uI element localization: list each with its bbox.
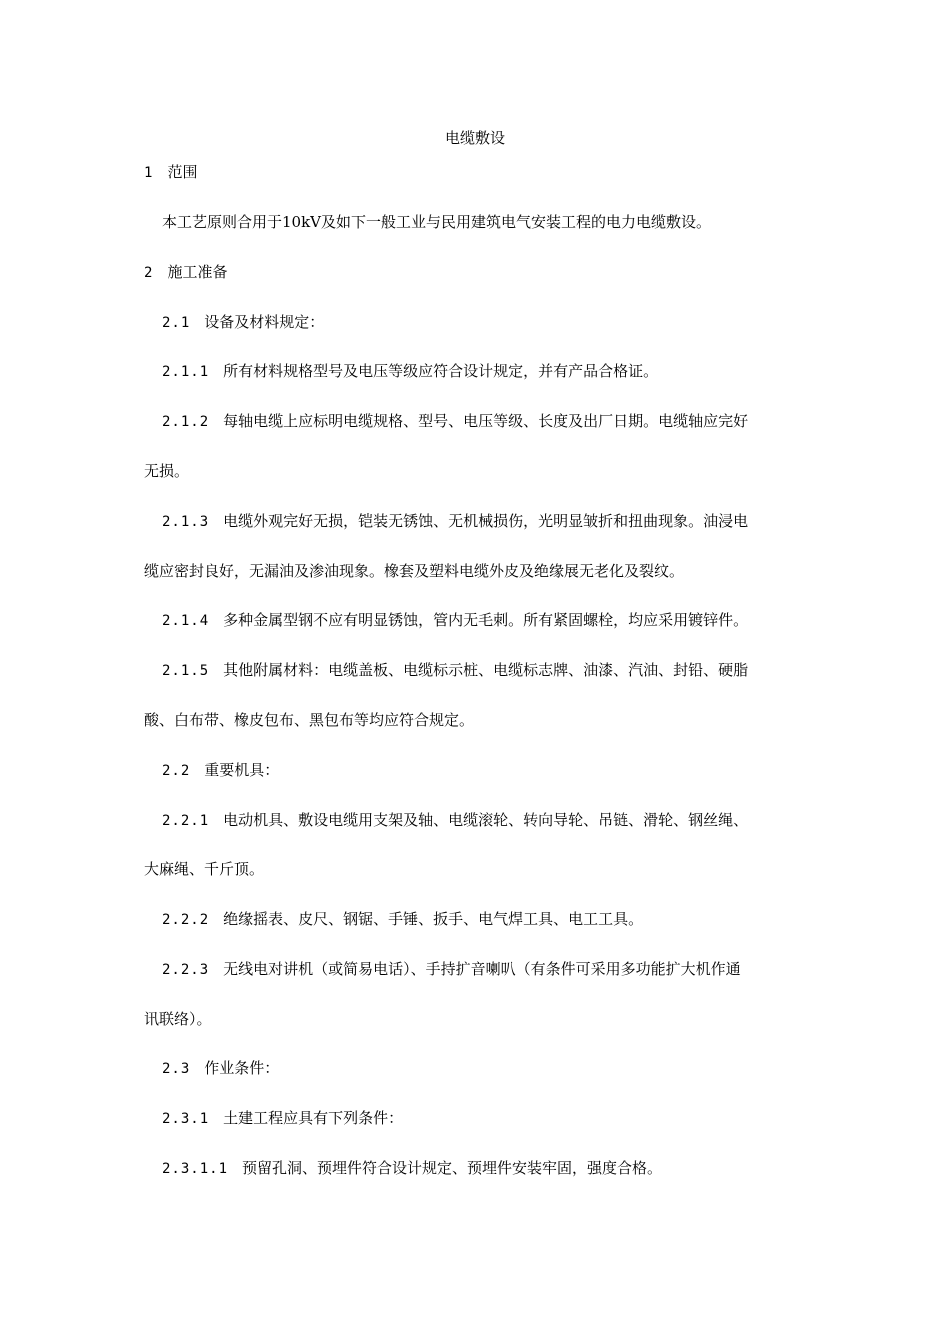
clause-number: 2.3.1.1 xyxy=(162,1161,229,1177)
clause-2-1-1 xyxy=(162,361,832,382)
clause-2-2-1 xyxy=(162,810,832,831)
clause-number: 2.1.3 xyxy=(162,514,210,530)
section-title: 范围 xyxy=(167,163,198,181)
section-1-paragraph: 本工艺原则合用于10kV及如下一般工业与民用建筑电气安装工程的电力电缆敷设。 xyxy=(162,213,712,231)
clause-text: 作业条件： xyxy=(204,1059,280,1077)
clause-number: 2.1.2 xyxy=(162,414,210,430)
clause-2-1-3-continuation: 缆应密封良好，无漏油及渗油现象。橡套及塑料电缆外皮及绝缘展无老化及裂纹。 xyxy=(144,562,685,580)
clause-2-2-3 xyxy=(162,959,832,980)
clause-number: 2.1.1 xyxy=(162,364,210,380)
section-number: 2 xyxy=(144,265,154,281)
clause-text: 多种金属型钢不应有明显锈蚀，管内无毛刺。所有紧固螺栓，均应采用镀锌件。 xyxy=(223,611,749,629)
clause-2-1-3 xyxy=(162,511,832,532)
clause-2-2-1-continuation: 大麻绳、千斤顶。 xyxy=(144,860,265,878)
clause-text: 电动机具、敷设电缆用支架及轴、电缆滚轮、转向导轮、吊链、滑轮、钢丝绳、 xyxy=(223,811,749,829)
clause-text: 预留孔洞、预埋件符合设计规定、预埋件安装牢固，强度合格。 xyxy=(242,1159,663,1177)
clause-2-3-1 xyxy=(162,1108,832,1129)
clause-text: 重要机具： xyxy=(204,761,280,779)
clause-number: 2.1.5 xyxy=(162,663,210,679)
section-1-heading xyxy=(144,162,814,183)
clause-2-1-5 xyxy=(162,660,832,681)
clause-2-2-3-continuation: 讯联络）。 xyxy=(144,1010,212,1028)
clause-2-1 xyxy=(162,312,832,333)
clause-number: 2.2.3 xyxy=(162,962,210,978)
clause-text: 土建工程应具有下列条件： xyxy=(223,1109,404,1127)
section-2-heading xyxy=(144,262,814,283)
clause-text: 所有材料规格型号及电压等级应符合设计规定，并有产品合格证。 xyxy=(223,362,659,380)
clause-text: 绝缘摇表、皮尺、钢锯、手锤、扳手、电气焊工具、电工工具。 xyxy=(223,910,644,928)
clause-2-3 xyxy=(162,1058,832,1079)
clause-number: 2.1.4 xyxy=(162,613,210,629)
clause-number: 2.2 xyxy=(162,763,191,779)
clause-text: 电缆外观完好无损，铠装无锈蚀、无机械损伤，光明显皱折和扭曲现象。油浸电 xyxy=(223,512,749,530)
clause-2-2-2 xyxy=(162,909,832,930)
section-title: 施工准备 xyxy=(167,263,228,281)
clause-2-1-5-continuation: 酸、白布带、橡皮包布、黑包布等均应符合规定。 xyxy=(144,711,475,729)
clause-2-1-2-continuation: 无损。 xyxy=(144,462,190,480)
clause-text: 设备及材料规定： xyxy=(204,313,325,331)
clause-2-1-4 xyxy=(162,610,832,631)
clause-2-1-2 xyxy=(162,411,832,432)
clause-number: 2.1 xyxy=(162,315,191,331)
document-title: 电缆敷设 xyxy=(444,129,505,147)
clause-2-3-1-1 xyxy=(162,1158,832,1179)
clause-text: 无线电对讲机（或简易电话）、手持扩音喇叭（有条件可采用多功能扩大机作通 xyxy=(223,960,741,978)
clause-text: 每轴电缆上应标明电缆规格、型号、电压等级、长度及出厂日期。电缆轴应完好 xyxy=(223,412,749,430)
clause-number: 2.2.2 xyxy=(162,912,210,928)
clause-number: 2.2.1 xyxy=(162,813,210,829)
clause-number: 2.3 xyxy=(162,1061,191,1077)
clause-2-2 xyxy=(162,760,832,781)
clause-number: 2.3.1 xyxy=(162,1111,210,1127)
clause-text: 其他附属材料：电缆盖板、电缆标示桩、电缆标志牌、油漆、汽油、封铅、硬脂 xyxy=(223,661,749,679)
section-number: 1 xyxy=(144,165,154,181)
